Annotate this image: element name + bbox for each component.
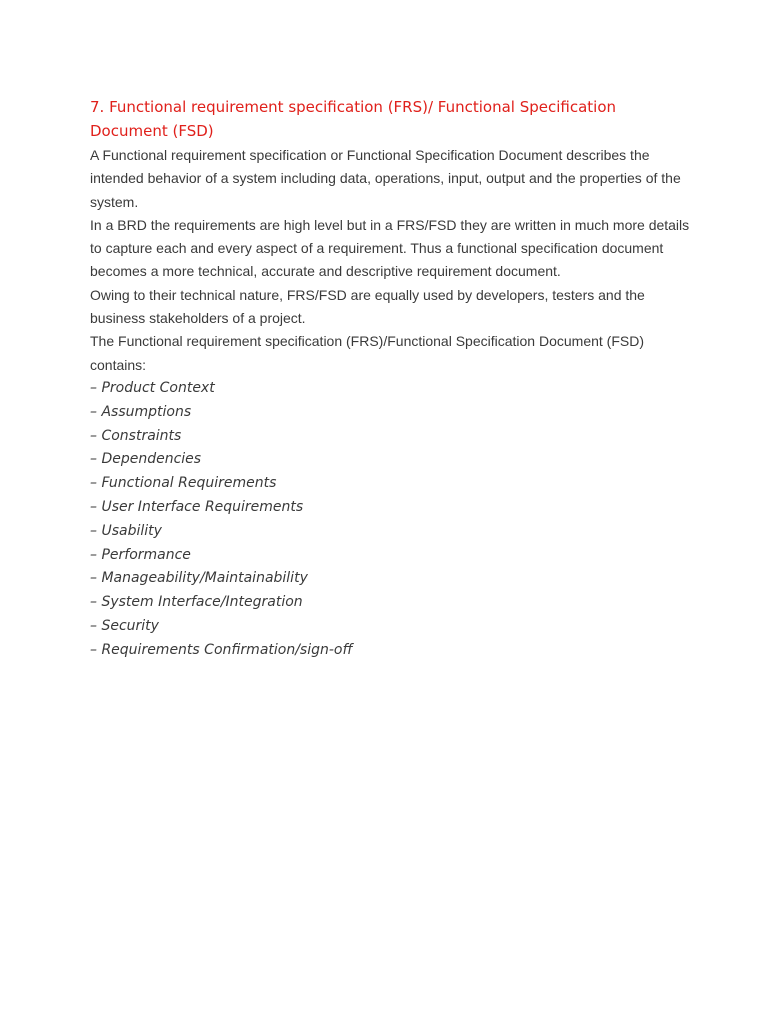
list-item: – Security	[90, 617, 159, 634]
list-item: – Manageability/Maintainability	[90, 570, 308, 587]
list-item: – Dependencies	[90, 451, 202, 468]
paragraph-usage: Owing to their technical nature, FRS/FSD are equally used by developers, testers and the business stakeholders of a project.	[90, 286, 645, 327]
list-item: – System Interface/Integration	[90, 594, 303, 611]
list-item: – Performance	[90, 546, 191, 563]
list-item: – Requirements Confirmation/sign-off	[90, 641, 353, 658]
contents-list	[90, 377, 690, 663]
section-heading-line-1: 7. Functional requirement specification (FRS)/ Functional Specification	[90, 98, 617, 116]
list-item: – Assumptions	[90, 403, 192, 420]
list-item: – Usability	[90, 522, 162, 539]
list-item: – Functional Requirements	[90, 475, 277, 492]
list-item: – Constraints	[90, 427, 182, 444]
document-page	[90, 95, 690, 663]
section-heading	[90, 95, 690, 143]
list-item: – User Interface Requirements	[90, 498, 304, 515]
section-heading-line-2: Document (FSD)	[90, 122, 214, 140]
paragraph-definition: A Functional requirement specification or Functional Specification Document describes the intended behavior of a system including data, operations, input, output and the properties of the system.	[90, 147, 681, 210]
paragraph-brd-comparison: In a BRD the requirements are high level but in a FRS/FSD they are written in much more details to capture each and every aspect of a requirement. Thus a functional specification document becomes a more technical, accurate and descriptive requirement document.	[90, 216, 690, 280]
paragraph-contents-intro: The Functional requirement specification (FRS)/Functional Specification Document (FSD) contains:	[90, 333, 645, 373]
list-item: – Product Context	[90, 379, 215, 396]
